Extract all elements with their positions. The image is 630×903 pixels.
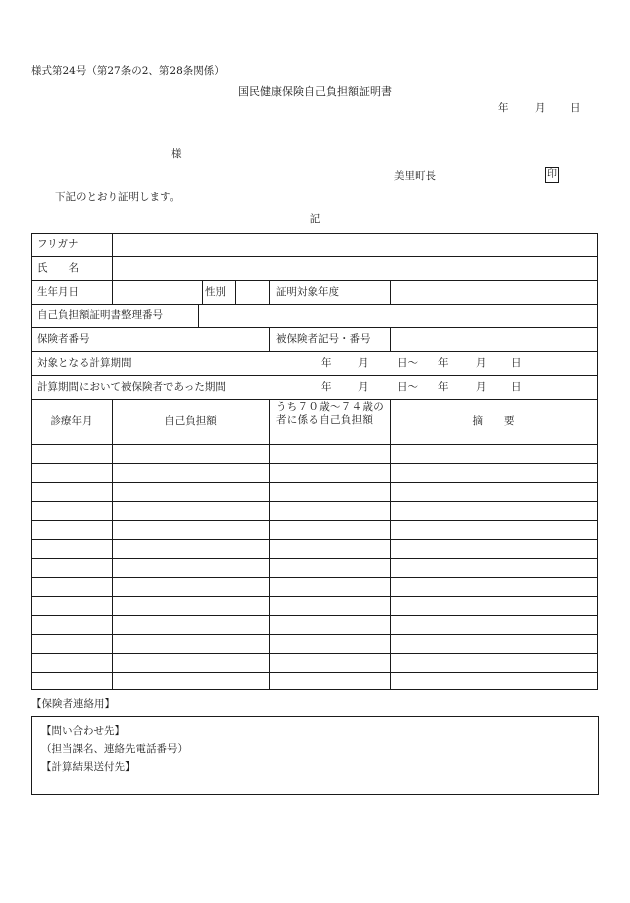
form-line bbox=[112, 233, 113, 304]
label-furigana: フリガナ bbox=[37, 238, 79, 251]
form-line bbox=[390, 280, 391, 304]
form-line bbox=[31, 233, 598, 234]
insured-period-day-from: 日～ bbox=[397, 380, 418, 393]
inquiry-label: 【問い合わせ先】 bbox=[41, 725, 125, 737]
form-line bbox=[31, 577, 598, 578]
form-line bbox=[31, 634, 598, 635]
document-title: 国民健康保険自己負担額証明書 bbox=[238, 85, 392, 98]
date-month: 月 bbox=[535, 102, 546, 114]
label-insured-symbol-number: 被保険者記号・番号 bbox=[276, 332, 371, 345]
insured-period-month: 月 bbox=[358, 380, 369, 393]
contact-box bbox=[31, 716, 599, 795]
dept-phone-label: （担当課名、連絡先電話番号） bbox=[41, 743, 188, 755]
form-line bbox=[31, 256, 598, 257]
insured-period-day2: 日 bbox=[511, 380, 522, 393]
form-line bbox=[31, 520, 598, 521]
seal-box: 印 bbox=[545, 167, 559, 183]
label-birthdate: 生年月日 bbox=[37, 285, 79, 298]
form-line bbox=[31, 653, 598, 654]
label-cert-number: 自己負担額証明書整理番号 bbox=[37, 309, 163, 322]
label-target-year: 証明対象年度 bbox=[276, 285, 339, 298]
calc-period-month: 月 bbox=[358, 356, 369, 369]
calc-period-month2: 月 bbox=[476, 356, 487, 369]
insured-period-month2: 月 bbox=[476, 380, 487, 393]
form-line bbox=[31, 558, 598, 559]
contact-section-label: 【保険者連絡用】 bbox=[31, 698, 115, 710]
certificate-form bbox=[31, 233, 598, 690]
label-insured-period: 計算期間において被保険者であった期間 bbox=[37, 380, 226, 393]
issuer-name: 美里町長 bbox=[394, 170, 436, 182]
form-line bbox=[31, 539, 598, 540]
ki-heading: 記 bbox=[309, 213, 321, 225]
form-line bbox=[31, 233, 32, 690]
calc-period-year: 年 bbox=[321, 356, 332, 369]
col-self-pay: 自己負担額 bbox=[164, 415, 217, 428]
form-number: 様式第24号（第27条の2、第28条関係） bbox=[31, 65, 225, 77]
date-day: 日 bbox=[570, 102, 581, 114]
result-destination-label: 【計算結果送付先】 bbox=[41, 761, 136, 773]
form-line bbox=[235, 280, 236, 304]
form-line bbox=[597, 233, 598, 690]
addressee-suffix: 様 bbox=[171, 148, 182, 160]
form-line bbox=[31, 596, 598, 597]
form-line bbox=[31, 501, 598, 502]
col-remarks: 摘 要 bbox=[472, 415, 515, 428]
date-year: 年 bbox=[498, 102, 509, 114]
form-line bbox=[31, 615, 598, 616]
form-line bbox=[31, 689, 598, 690]
label-insurer-number: 保険者番号 bbox=[37, 332, 90, 345]
form-line bbox=[269, 280, 270, 304]
calc-period-day-from: 日～ bbox=[397, 356, 418, 369]
form-line bbox=[31, 444, 598, 445]
label-name: 氏 名 bbox=[37, 261, 79, 274]
insured-period-year2: 年 bbox=[438, 380, 449, 393]
insured-period-year: 年 bbox=[321, 380, 332, 393]
calc-period-day2: 日 bbox=[511, 356, 522, 369]
form-line bbox=[269, 399, 270, 690]
form-line bbox=[31, 672, 598, 673]
calc-period-year2: 年 bbox=[438, 356, 449, 369]
form-line bbox=[31, 463, 598, 464]
form-line bbox=[31, 482, 598, 483]
form-line bbox=[198, 304, 199, 327]
form-line bbox=[202, 280, 203, 304]
label-calc-period: 対象となる計算期間 bbox=[37, 356, 132, 369]
col-age70-74: うち７０歳～７４歳の者に係る自己負担額 bbox=[276, 401, 384, 426]
form-line bbox=[269, 327, 270, 351]
col-treatment-month: 診療年月 bbox=[50, 415, 93, 428]
label-gender: 性別 bbox=[205, 285, 226, 298]
form-line bbox=[390, 327, 391, 351]
intro-text: 下記のとおり証明します。 bbox=[55, 191, 181, 203]
